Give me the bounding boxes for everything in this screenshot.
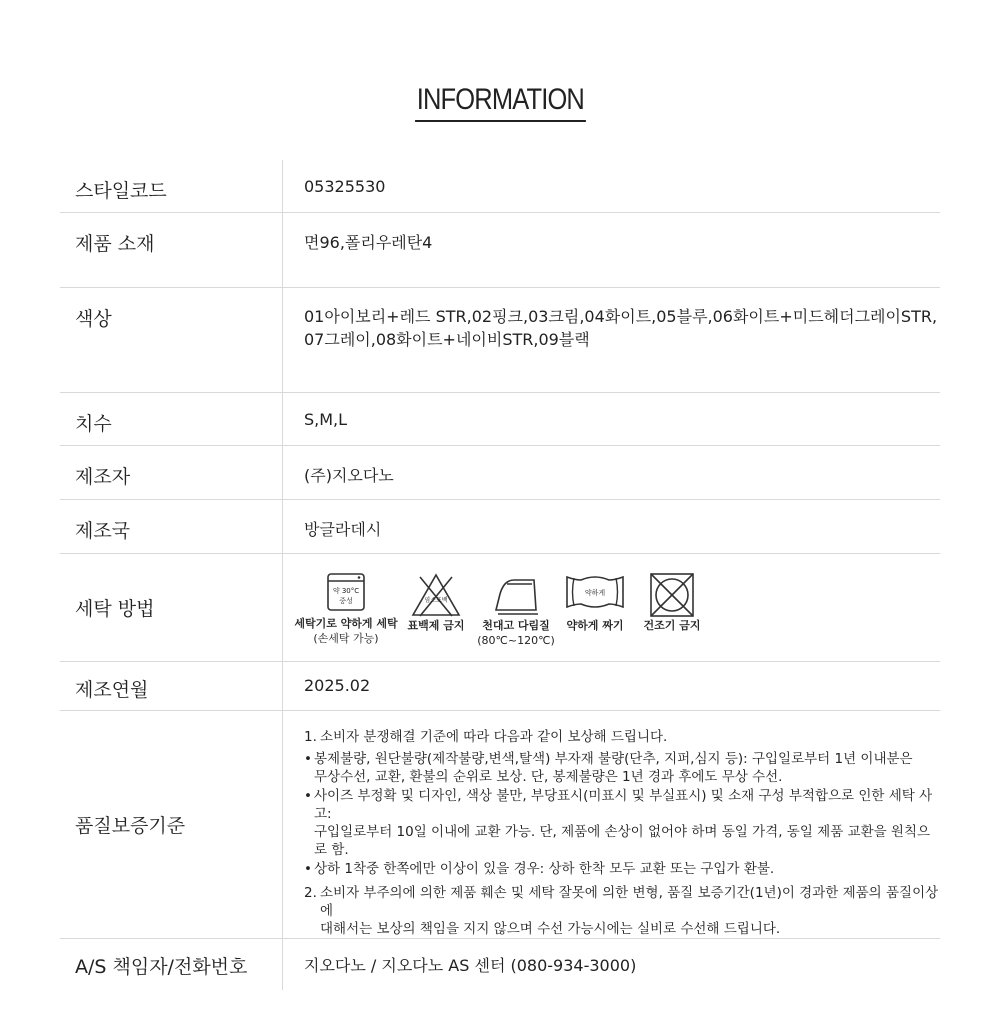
row-material (60, 212, 940, 287)
label-country: 제조국 (60, 499, 283, 553)
row-size (60, 392, 940, 445)
label-color: 색상 (60, 287, 283, 392)
row-quality (60, 710, 940, 938)
value-as: 지오다노 / 지오다노 AS 센터 (080-934-3000) (304, 955, 637, 975)
care-item-iron (474, 572, 558, 648)
quality-list (304, 711, 940, 938)
row-date (60, 661, 940, 710)
iron-cloth-icon (492, 572, 540, 616)
value-color (283, 287, 941, 392)
quality-item-1: 1. 소비자 분쟁해결 기준에 따라 다음과 같이 보상해 드립니다. (304, 728, 668, 745)
care-sub-iron: (80℃~120℃) (477, 633, 555, 647)
info-table (60, 160, 940, 990)
label-wash: 세탁 방법 (60, 553, 283, 661)
page-title: INFORMATION (415, 82, 586, 122)
care-label-wring: 약하게 짜기 (566, 618, 624, 632)
care-sub-wash: (손세탁 가능) (313, 631, 379, 645)
bleach-inner: 염소표백 (424, 596, 448, 604)
color-line-1: 01아이보리+레드 STR,02핑크,03크림,04화이트,05블루,06화이트+미드헤더그레이STR, (304, 306, 938, 326)
label-as: A/S 책임자/전화번호 (60, 938, 283, 990)
value-style-code: 05325530 (283, 160, 941, 212)
care-label-iron: 천대고 다림질 (482, 618, 550, 632)
row-color (60, 287, 940, 392)
care-label-bleach: 표백제 금지 (407, 618, 465, 632)
quality-bullet-1: • 봉제불량, 원단불량(제작불량,변색,탈색) 부자재 불량(단추, 지퍼,심지 등): 구입일로부터 1년 이내분은 무상수선, 교환, 환불의 순위로 보상. 단, 봉제불량은 1년 경과 후에도 무상 수선. (304, 750, 913, 785)
color-line-2: 07그레이,08화이트+네이비STR,09블랙 (304, 329, 590, 349)
label-style-code: 스타일코드 (60, 160, 283, 212)
wash-30-gentle-icon (326, 572, 366, 612)
value-date: 2025.02 (283, 661, 941, 710)
no-tumble-dry-icon (649, 572, 695, 618)
wash-inner-1: 약 30°C (332, 586, 360, 595)
value-manufacturer: (주)지오다노 (283, 445, 941, 499)
gentle-wring-icon (565, 572, 625, 612)
quality-bullet-2: • 사이즈 부정확 및 디자인, 색상 불만, 부당표시(미표시 및 부실표시) 및 소재 구성 부적합으로 인한 세탁 사고: 구입일로부터 10일 이내에 교환 가능. 단, 제품에 손상이 없어야 하며 동일 가격, 동일 제품 교환을 원칙으로 함. (304, 787, 933, 858)
care-label-dryer: 건조기 금지 (643, 618, 701, 632)
care-item-bleach (398, 572, 474, 633)
care-label-wash: 세탁기로 약하게 세탁 (294, 616, 398, 630)
value-material: 면96,폴리우레탄4 (283, 212, 941, 287)
care-icons (294, 572, 940, 648)
label-date: 제조연월 (60, 661, 283, 710)
label-material: 제품 소재 (60, 212, 283, 287)
no-bleach-icon (410, 572, 462, 618)
label-manufacturer: 제조자 (60, 445, 283, 499)
care-item-dryer (632, 572, 712, 633)
care-item-wring (558, 572, 632, 633)
value-wash (283, 553, 941, 661)
value-size: S,M,L (283, 392, 941, 445)
quality-item-2: 2. 소비자 부주의에 의한 제품 훼손 및 세탁 잘못에 의한 변형, 품질 보증기간(1년)이 경과한 제품의 품질이상에 대해서는 보상의 책임을 지지 않으며 수선 가능시에는 실비로 수선해 드립니다. (304, 884, 939, 937)
row-as (60, 938, 940, 990)
wash-inner-2: 중성 (339, 596, 353, 605)
row-country (60, 499, 940, 553)
row-style-code (60, 160, 940, 212)
page-title-wrap (0, 82, 1000, 122)
quality-bullet-3: • 상하 1착중 한쪽에만 이상이 있을 경우: 상하 한착 모두 교환 또는 구입가 환불. (304, 860, 775, 877)
care-item-wash (294, 572, 398, 646)
wring-inner: 약하게 (584, 588, 606, 597)
row-wash (60, 553, 940, 661)
value-country: 방글라데시 (283, 499, 941, 553)
label-size: 치수 (60, 392, 283, 445)
row-manufacturer (60, 445, 940, 499)
value-quality (283, 710, 941, 938)
label-quality: 품질보증기준 (60, 710, 283, 938)
